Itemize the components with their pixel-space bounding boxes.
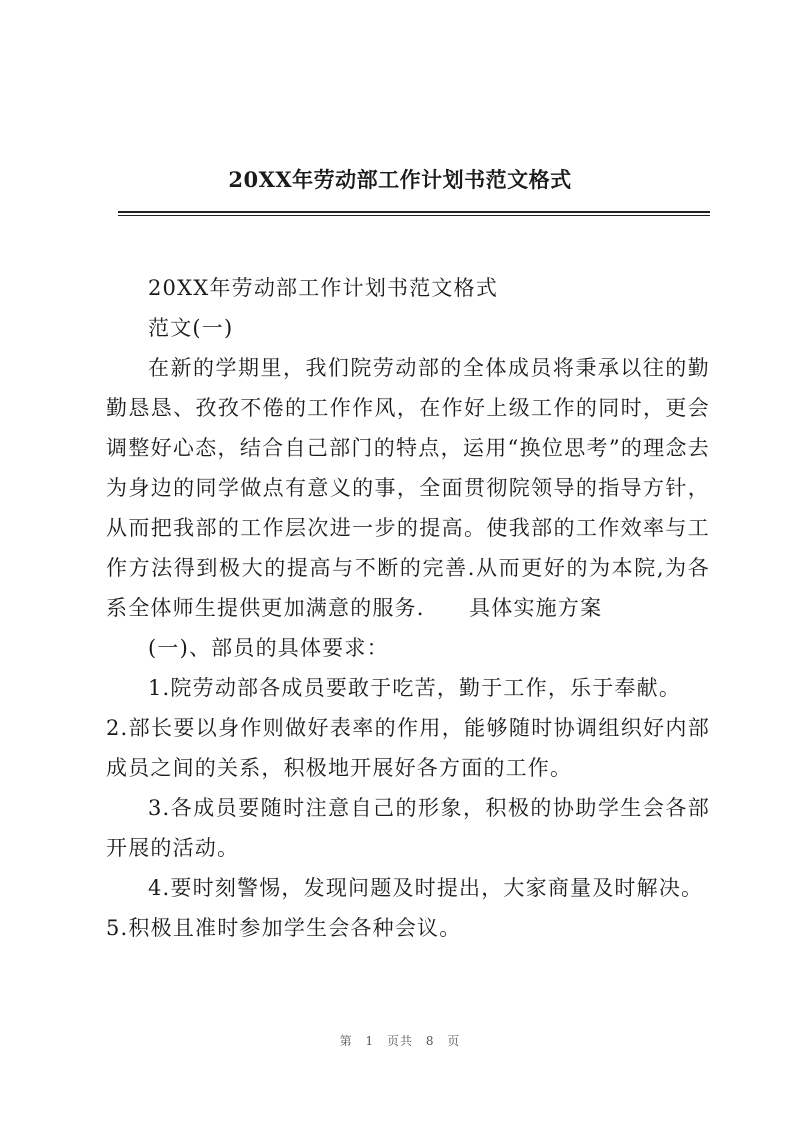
body-paragraph: (一)、部员的具体要求： — [148, 636, 389, 660]
footer-total-pages: 8 — [425, 1034, 435, 1048]
footer-label-mid: 页共 — [386, 1034, 413, 1048]
list-item: 2.部长要以身作则做好表率的作用，能够随时协调组织好内部成员之间的关系，积极地开展好各方面的工作。 — [106, 716, 710, 780]
title-divider-thin — [118, 215, 710, 216]
title-divider — [118, 211, 710, 213]
body-paragraph: 范文(一) — [148, 316, 234, 340]
document-body — [106, 268, 710, 948]
page-footer — [0, 1032, 800, 1049]
footer-current-page: 1 — [365, 1034, 375, 1048]
list-item: 5.积极且准时参加学生会各种会议。 — [106, 916, 462, 940]
list-item: 1.院劳动部各成员要敢于吃苦，勤于工作，乐于奉献。 — [148, 676, 682, 700]
footer-label-suffix: 页 — [447, 1034, 461, 1048]
document-title: 20XX年劳动部工作计划书范文格式 — [228, 167, 572, 192]
list-item: 3.各成员要随时注意自己的形象，积极的协助学生会各部开展的活动。 — [106, 796, 710, 860]
footer-label-prefix: 第 — [339, 1034, 353, 1048]
body-paragraph: 在新的学期里，我们院劳动部的全体成员将秉承以往的勤勤恳恳、孜孜不倦的工作作风，在作好上级工作的同时，更会调整好心态，结合自己部门的特点，运用“换位思考”的理念去为身边的同学做点有意义的事，全面贯彻院领导的指导方针，从而把我部的工作层次进一步的提高。使我部的工作效率与工作方法得到极大的提高与不断的完善.从而更好的为本院,为各系全体师生提供更加满意的服务. 具体实施方案 — [106, 356, 710, 620]
list-item: 4.要时刻警惕，发现问题及时提出，大家商量及时解决。 — [148, 876, 704, 900]
body-paragraph: 20XX年劳动部工作计划书范文格式 — [148, 276, 499, 300]
